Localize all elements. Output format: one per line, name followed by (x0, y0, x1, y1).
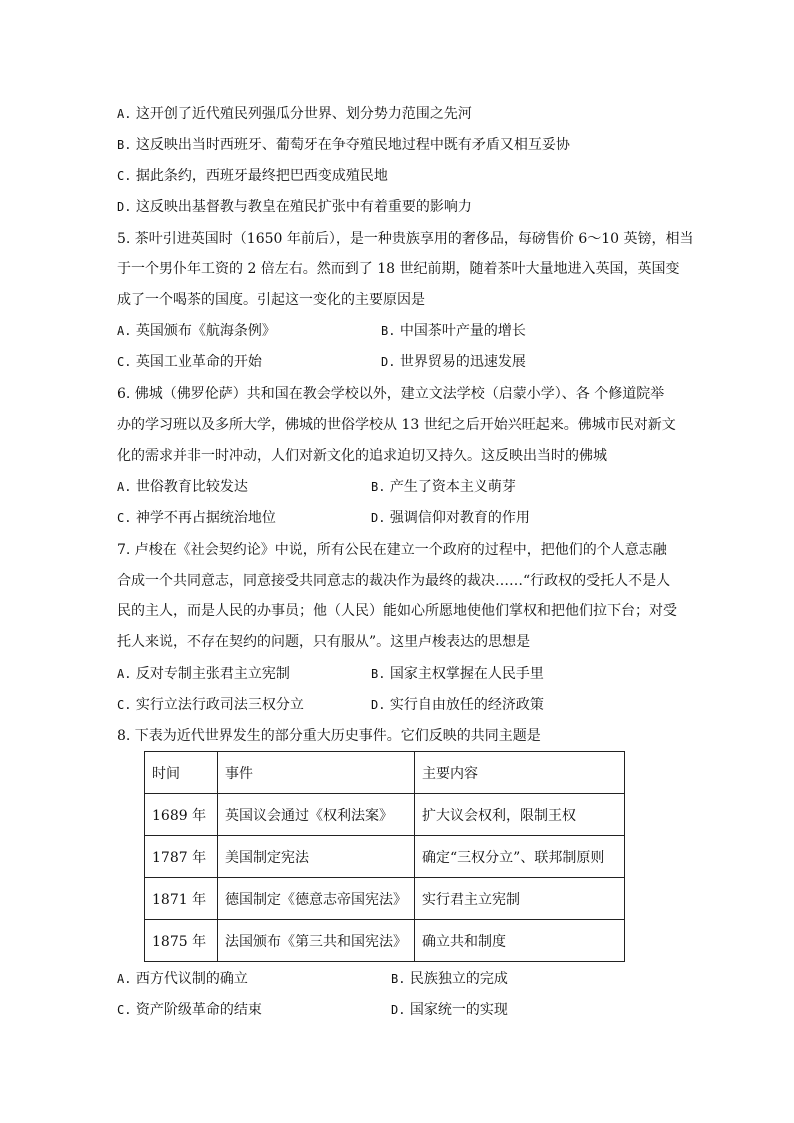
q7-stem-line: 民的主人，而是人民的办事员；他（人民）能如心所愿地使他们掌权和把他们拉下台；对受 (117, 603, 677, 619)
q5-stem-line: 5. 茶叶引进英国时（1650 年前后），是一种贵族享用的奢侈品，每磅售价 6～10 英镑，相当 (117, 231, 694, 247)
q5-option-d: D. 世界贸易的迅速发展 (381, 354, 526, 370)
q7-stem-line: 合成一个共同意志，同意接受共同意志的裁决作为最终的裁决……“行政权的受托人不是人 (117, 573, 671, 589)
table-header-row (145, 752, 625, 794)
events-table (144, 751, 625, 962)
table-cell: 英国议会通过《权利法案》 (218, 794, 415, 836)
q7-option-d: D. 实行自由放任的经济政策 (371, 697, 544, 713)
q5-option-c: C. 英国工业革命的开始 (117, 354, 262, 370)
table-header-cell: 主要内容 (415, 752, 625, 794)
table-cell: 1689 年 (145, 794, 218, 836)
q7-stem-line: 托人来说，不存在契约的问题，只有服从”。这里卢梭表达的思想是 (117, 634, 531, 650)
table-cell: 确立共和制度 (415, 920, 625, 962)
table-cell: 实行君主立宪制 (415, 878, 625, 920)
q6-option-b: B. 产生了资本主义萌芽 (371, 479, 516, 495)
table-header-cell: 时间 (145, 752, 218, 794)
table-cell: 确定“三权分立”、联邦制原则 (415, 836, 625, 878)
table-row (145, 878, 625, 920)
q8-option-d: D. 国家统一的实现 (391, 1002, 508, 1018)
q6-option-d: D. 强调信仰对教育的作用 (371, 510, 530, 526)
table-cell: 1875 年 (145, 920, 218, 962)
table-cell: 扩大议会权利，限制王权 (415, 794, 625, 836)
table-cell: 1787 年 (145, 836, 218, 878)
q6-stem-line: 办的学习班以及多所大学，佛城的世俗学校从 13 世纪之后开始兴旺起来。佛城市民对新文 (117, 417, 676, 433)
table-cell: 美国制定宪法 (218, 836, 415, 878)
q8-option-a: A. 西方代议制的确立 (117, 971, 248, 987)
q8-option-c: C. 资产阶级革命的结束 (117, 1002, 262, 1018)
table-header-cell: 事件 (218, 752, 415, 794)
q8-stem: 8. 下表为近代世界发生的部分重大历史事件。它们反映的共同主题是 (117, 728, 541, 744)
q6-option-a: A. 世俗教育比较发达 (117, 479, 248, 495)
table-cell: 德国制定《德意志帝国宪法》 (218, 878, 415, 920)
q5-option-a: A. 英国颁布《航海条例》 (117, 323, 276, 339)
q4-option-b: B. 这反映出当时西班牙、葡萄牙在争夺殖民地过程中既有矛盾又相互妥协 (117, 137, 570, 153)
q7-option-a: A. 反对专制主张君主立宪制 (117, 666, 290, 682)
q6-stem-line: 6. 佛城（佛罗伦萨）共和国在教会学校以外，建立文法学校（启蒙小学）、各 个修道院举 (117, 386, 665, 402)
q7-option-c: C. 实行立法行政司法三权分立 (117, 697, 304, 713)
q7-stem-line: 7. 卢梭在《社会契约论》中说，所有公民在建立一个政府的过程中，把他们的个人意志融 (117, 542, 667, 558)
table-cell: 法国颁布《第三共和国宪法》 (218, 920, 415, 962)
q7-option-b: B. 国家主权掌握在人民手里 (371, 666, 544, 682)
q6-option-c: C. 神学不再占据统治地位 (117, 510, 276, 526)
q5-stem-line: 成了一个喝茶的国度。引起这一变化的主要原因是 (117, 292, 425, 308)
q4-option-d: D. 这反映出基督教与教皇在殖民扩张中有着重要的影响力 (117, 199, 472, 215)
table-row (145, 794, 625, 836)
q8-option-b: B. 民族独立的完成 (391, 971, 508, 987)
q4-option-a: A. 这开创了近代殖民列强瓜分世界、划分势力范围之先河 (117, 106, 472, 122)
table-cell: 1871 年 (145, 878, 218, 920)
q6-stem-line: 化的需求并非一时冲动，人们对新文化的追求迫切又持久。这反映出当时的佛城 (117, 448, 607, 464)
q5-option-b: B. 中国茶叶产量的增长 (381, 323, 526, 339)
q4-option-c: C. 据此条约，西班牙最终把巴西变成殖民地 (117, 168, 388, 184)
table-row (145, 836, 625, 878)
table-row (145, 920, 625, 962)
q5-stem-line: 于一个男仆年工资的 2 倍左右。然而到了 18 世纪前期，随着茶叶大量地进入英国，英国变 (117, 261, 680, 277)
